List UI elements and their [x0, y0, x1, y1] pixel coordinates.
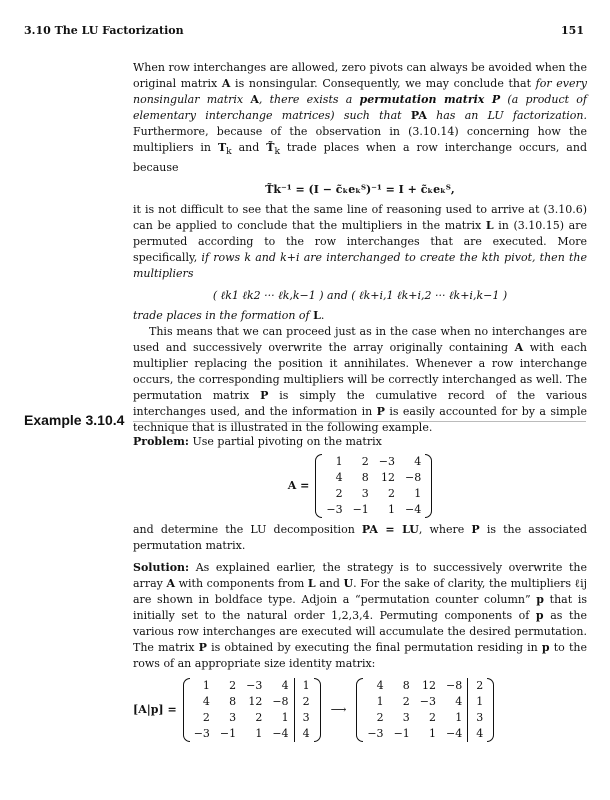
matrix-row — [189, 710, 315, 726]
matrix-cell: 2 — [361, 455, 369, 468]
matrix-cell: 8 — [229, 695, 237, 708]
matrix-cell: 2 — [429, 711, 436, 724]
matrix-cell: 2 — [294, 694, 315, 710]
math: T̃ — [266, 141, 275, 154]
matrix-cell: 2 — [202, 711, 210, 724]
text: is easily accounted for by a simple technique that is illustrated in the following example. — [133, 405, 587, 435]
matrix-A-equation — [133, 454, 587, 518]
matrix-cell: 3 — [229, 711, 237, 724]
matrix-A-table — [321, 454, 426, 518]
matrix-cell: 2 — [229, 679, 237, 692]
matrix-cell: −1 — [352, 503, 369, 516]
matrix-cell: 3 — [294, 710, 315, 726]
matrix-cell: −3 — [367, 727, 384, 740]
paragraph-1 — [133, 60, 587, 176]
matrix-cell: 1 — [429, 727, 436, 740]
math: P — [198, 641, 207, 654]
example-label: Example 3.10.4 — [24, 412, 125, 428]
problem-tail — [133, 522, 587, 554]
math: k — [274, 146, 280, 158]
text: if rows k and k+i are interchanged to create the kth pivot, then the multipliers — [133, 251, 587, 281]
matrix-row — [362, 710, 488, 726]
text: it is not difficult to see that the same line of reasoning used to arrive at (3.10.6) can be applied to conclude that the multipliers in the matrix — [133, 203, 587, 233]
matrix-cell: 2 — [255, 711, 263, 724]
arrow-icon: ⟶ — [330, 703, 347, 716]
augmented-right-table — [362, 678, 488, 742]
solution-paragraph — [133, 560, 587, 672]
augmented-matrix-left — [183, 678, 321, 742]
matrix-cell: 4 — [455, 695, 463, 708]
running-header — [24, 24, 586, 40]
matrix-row — [189, 678, 315, 694]
matrix-cell: −8 — [272, 695, 289, 708]
math: k — [226, 146, 232, 158]
matrix-cell: 2 — [468, 678, 489, 694]
math: PA — [410, 109, 427, 122]
equation-2: ( ℓk1 ℓk2 ··· ℓk,k−1 ) and ( ℓk+i,1 ℓk+i,2 ··· ℓk+i,k−1 ) — [212, 289, 508, 303]
text: . For the sake of clarity, the multipliers ℓij are shown in boldface type. Adjoin a “permutation counter column” — [133, 577, 587, 606]
paragraph-3 — [133, 308, 587, 324]
text: is nonsingular. Consequently, we may conclude that — [230, 77, 536, 90]
math: p — [541, 641, 550, 654]
math: L — [485, 219, 494, 233]
matrix-cell: 4 — [281, 679, 289, 692]
matrix-cell: 4 — [468, 726, 489, 742]
text: is simply the cumulative record of the various interchanges used, and the information in — [133, 389, 587, 419]
text: trade places in the formation of — [133, 309, 314, 323]
matrix-row — [362, 726, 488, 742]
text: that is initially set to the natural order 1,2,3,4. Permuting components of — [133, 593, 588, 622]
augmented-label: [A|p] = — [133, 703, 177, 716]
matrix-cell: 2 — [388, 487, 396, 500]
math: A — [514, 341, 524, 355]
math: U — [343, 577, 354, 590]
matrix-cell: 3 — [361, 487, 369, 500]
paragraph-4 — [133, 324, 587, 436]
math: P — [471, 523, 480, 536]
problem-heading: Problem: — [133, 435, 189, 448]
matrix-row — [362, 694, 488, 710]
matrix-cell: 4 — [414, 455, 422, 468]
text: As explained earlier, the strategy is to successively overwrite the array — [133, 561, 587, 590]
matrix-cell: 12 — [248, 695, 263, 708]
matrix-cell: 1 — [255, 727, 263, 740]
problem-line — [133, 434, 587, 450]
text: Use partial pivoting on the matrix — [188, 435, 382, 448]
text: trade places when a row interchange occurs, and because — [133, 141, 587, 175]
equation-1: T̃k⁻¹ = (I − c̃ₖeₖᵀ)⁻¹ = I + c̃ₖeₖᵀ, — [265, 183, 455, 197]
text: When row interchanges are allowed, zero pivots can always be avoided when the original matrix — [133, 61, 587, 90]
matrix-cell: 1 — [294, 678, 315, 694]
matrix-cell: 2 — [402, 695, 410, 708]
math: L — [313, 309, 321, 323]
matrix-cell: −1 — [219, 727, 237, 740]
paragraph-2 — [133, 202, 587, 282]
text: , there exists a — [258, 93, 360, 106]
math: P — [376, 405, 385, 419]
augmented-matrix-right — [356, 678, 494, 742]
math: PA = LU — [361, 523, 419, 536]
matrix-cell: −3 — [193, 727, 210, 740]
matrix-cell: 1 — [388, 503, 396, 516]
matrix-cell: 3 — [468, 710, 489, 726]
matrix-row — [321, 486, 426, 502]
math: p — [536, 593, 544, 606]
text: and — [315, 577, 344, 590]
matrix-cell: 1 — [281, 711, 289, 724]
augmented-equation — [133, 678, 587, 742]
text: with each multiplier replacing the position it annihilates. Whenever a row interchange occurs, the corresponding multipliers will be correctly interchanged as well. The permutation matrix — [133, 341, 587, 403]
matrix-cell: 8 — [361, 471, 369, 484]
matrix-row — [321, 454, 426, 470]
math: p — [535, 609, 544, 622]
text: , where — [418, 523, 472, 536]
matrix-cell: 12 — [422, 679, 436, 692]
matrix-cell: 1 — [455, 711, 463, 724]
augmented-left-table — [189, 678, 315, 742]
text: in (3.10.15) are permuted according to the row interchanges that are executed. More specifically, — [133, 219, 587, 265]
math: A — [221, 77, 231, 90]
math: T — [217, 141, 227, 154]
math: P — [260, 389, 269, 403]
matrix-cell: 1 — [335, 455, 343, 468]
matrix-cell: 4 — [202, 695, 210, 708]
matrix-label: A = — [287, 479, 310, 492]
matrix-row — [321, 470, 426, 486]
matrix-cell: −4 — [272, 727, 289, 740]
text: is the associated permutation matrix. — [133, 523, 587, 552]
main-text — [133, 60, 587, 436]
text: (a product of elementary interchange matrices) such that — [133, 93, 587, 122]
matrix-cell: 2 — [335, 487, 343, 500]
matrix-cell: −1 — [393, 727, 410, 740]
math: L — [307, 577, 316, 590]
text: to the rows of an appropriate size identity matrix: — [133, 641, 587, 670]
matrix-cell: 4 — [294, 726, 315, 742]
example-rule — [133, 421, 586, 422]
matrix-row — [189, 726, 315, 742]
term: permutation matrix P — [359, 93, 501, 106]
matrix-cell: −3 — [419, 695, 436, 708]
matrix-cell: −3 — [246, 679, 263, 692]
matrix-cell: 2 — [376, 711, 384, 724]
matrix-cell: −4 — [446, 727, 463, 740]
example-body — [133, 434, 587, 742]
text: for every nonsingular matrix — [133, 77, 587, 106]
text: has an LU factorization. — [426, 109, 587, 122]
text: and determine the LU decomposition — [133, 523, 362, 536]
matrix-cell: 1 — [414, 487, 422, 500]
matrix-cell: 12 — [381, 471, 396, 484]
text: and — [231, 141, 267, 154]
solution-heading: Solution: — [133, 561, 190, 574]
math: A — [166, 577, 176, 590]
text: with components from — [175, 577, 308, 590]
text: Furthermore, because of the observation in (3.10.14) concerning how the multipliers in — [133, 125, 587, 154]
matrix-cell: −4 — [405, 503, 422, 516]
text: This means that we can proceed just as in the case when no interchanges are used and successively overwrite the array originally containing — [133, 325, 587, 355]
matrix-row — [321, 502, 426, 518]
matrix-cell: −8 — [405, 471, 422, 484]
matrix-cell: 1 — [376, 695, 384, 708]
matrix-cell: −3 — [326, 503, 343, 516]
matrix-A — [315, 454, 432, 518]
text: . — [320, 309, 325, 323]
matrix-cell: −8 — [446, 679, 463, 692]
matrix-row — [362, 678, 488, 694]
matrix-cell: 1 — [202, 679, 210, 692]
page-number: 151 — [561, 24, 584, 37]
matrix-row — [189, 694, 315, 710]
matrix-cell: −3 — [378, 455, 396, 468]
math: A — [250, 93, 259, 106]
matrix-cell: 1 — [468, 694, 489, 710]
text: as the various row interchanges are executed will accumulate the desired permutation. The matrix — [133, 609, 587, 654]
matrix-cell: 4 — [376, 679, 384, 692]
text: is obtained by executing the final permutation residing in — [206, 641, 542, 654]
matrix-cell: 8 — [402, 679, 410, 692]
section-title: 3.10 The LU Factorization — [24, 24, 184, 37]
matrix-cell: 4 — [335, 471, 343, 484]
matrix-cell: 3 — [402, 711, 410, 724]
